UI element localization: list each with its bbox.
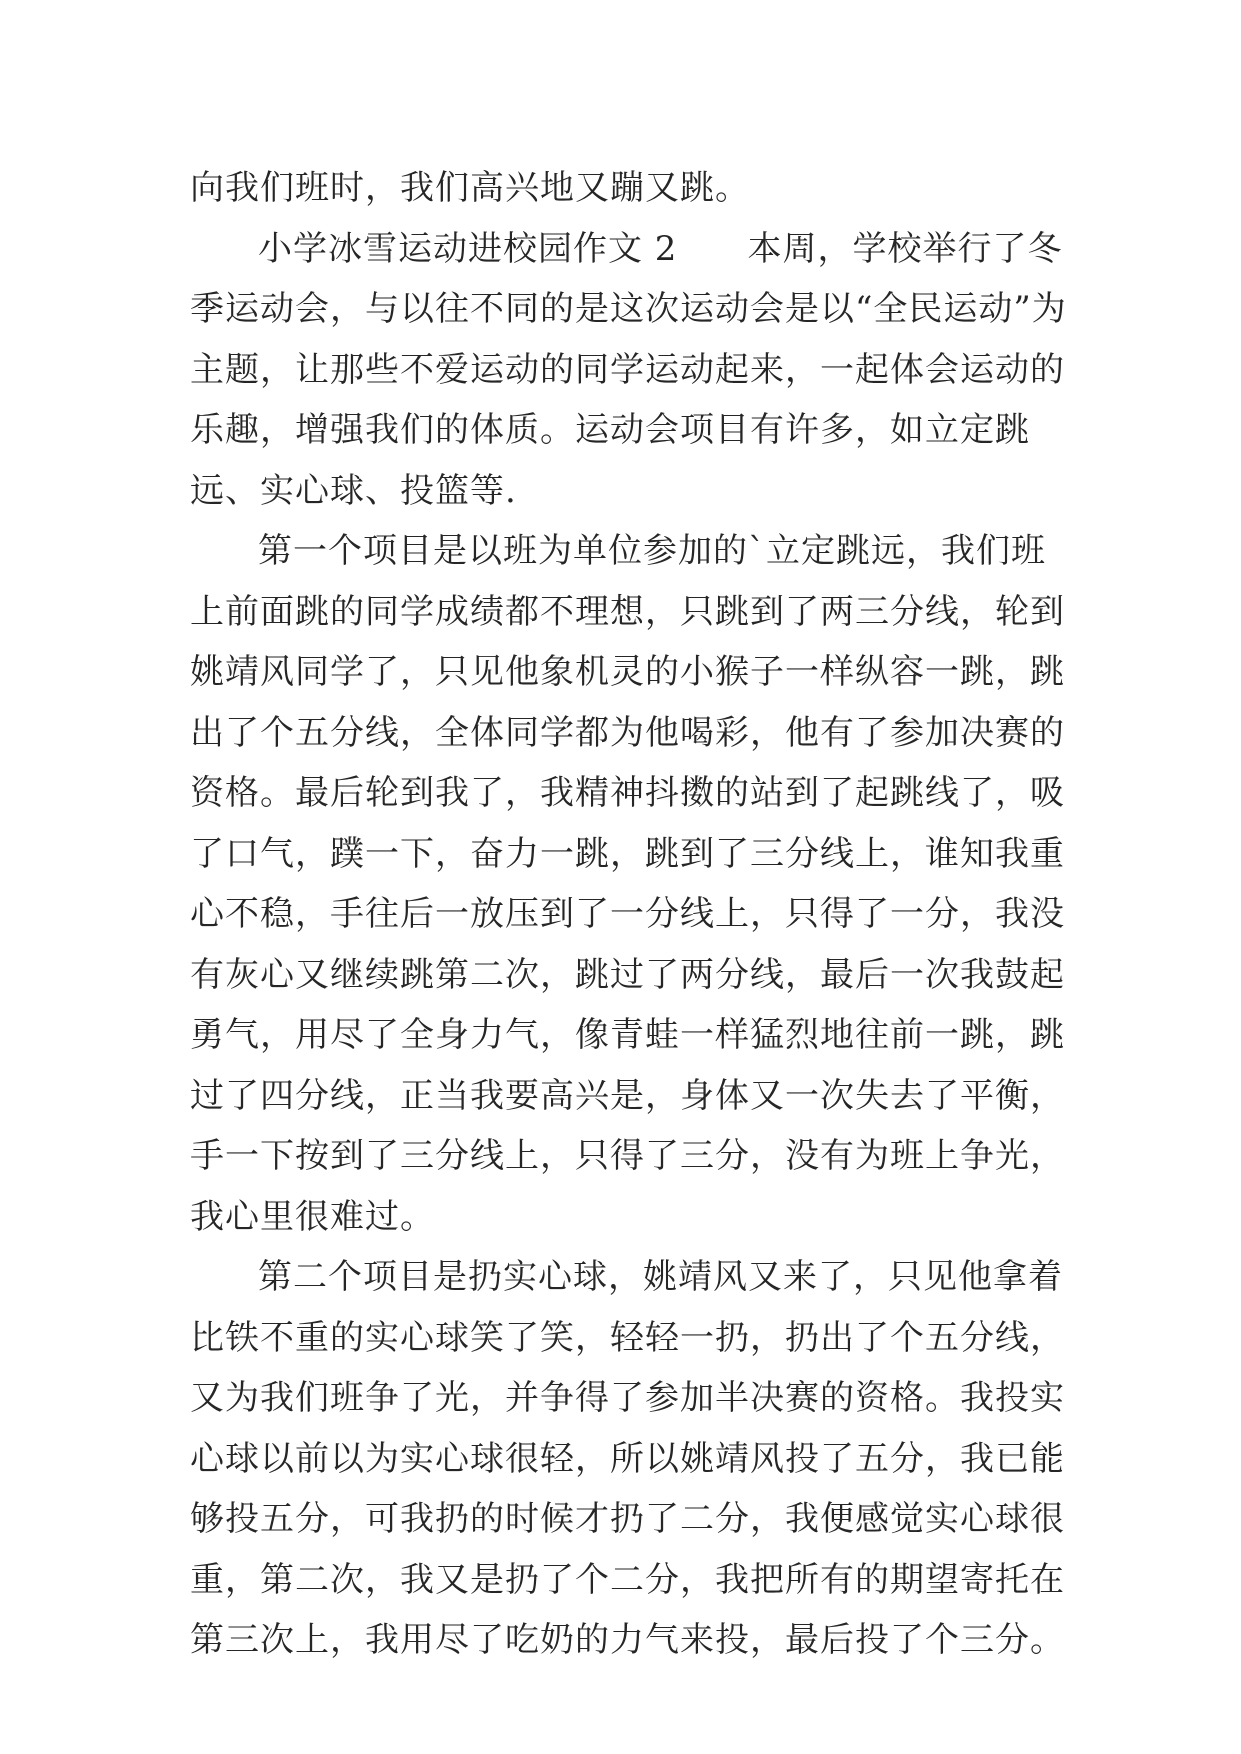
paragraph-continuation: 向我们班时，我们高兴地又蹦又跳。 bbox=[190, 168, 750, 208]
paragraph-essay-intro: 小学冰雪运动进校园作文 2 本周，学校举行了冬季运动会，与以往不同的是这次运动会是以“全民运动”为主题，让那些不爱运动的同学运动起来，一起体会运动的乐趣，增强我们的体质。运动会项目有许多，如立定跳远、实心球、投篮等. bbox=[190, 228, 1067, 511]
essay-body bbox=[190, 158, 1070, 1671]
paragraph-standing-long-jump: 第一个项目是以班为单位参加的`立定跳远，我们班上前面跳的同学成绩都不理想，只跳到了两三分线，轮到姚靖风同学了，只见他象机灵的小猴子一样纵容一跳，跳出了个五分线，全体同学都为他喝彩，他有了参加决赛的资格。最后轮到我了，我精神抖擞的站到了起跳线了，吸了口气，蹼一下，奋力一跳，跳到了三分线上，谁知我重心不稳，手往后一放压到了一分线上，只得了一分，我没有灰心又继续跳第二次，跳过了两分线，最后一次我鼓起勇气，用尽了全身力气，像青蛙一样猛烈地往前一跳，跳过了四分线，正当我要高兴是，身体又一次失去了平衡，手一下按到了三分线上，只得了三分，没有为班上争光，我心里很难过。 bbox=[190, 531, 1065, 1237]
paragraph-shot-ball: 第二个项目是扔实心球，姚靖风又来了，只见他拿着比铁不重的实心球笑了笑，轻轻一扔，扔出了个五分线，又为我们班争了光，并争得了参加半决赛的资格。我投实心球以前以为实心球很轻，所以姚靖风投了五分，我已能够投五分，可我扔的时候才扔了二分，我便感觉实心球很重，第二次，我又是扔了个二分，我把所有的期望寄托在第三次上，我用尽了吃奶的力气来投，最后投了个三分。 bbox=[190, 1257, 1065, 1660]
